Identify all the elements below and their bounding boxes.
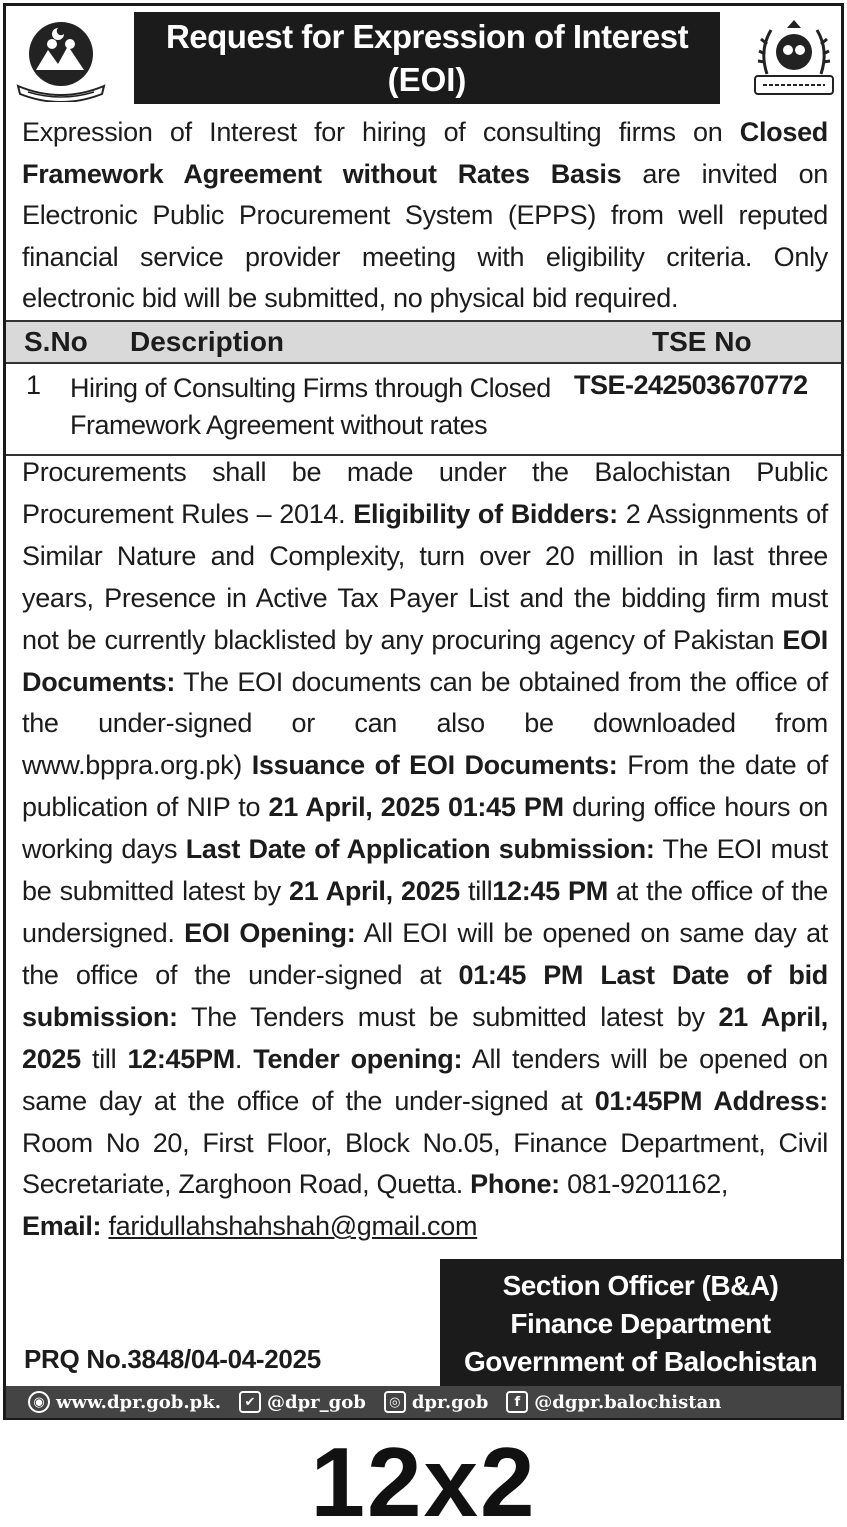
text: All tenders will be opened on same day at the office of the under-signed at — [22, 1043, 828, 1116]
instagram-text: dpr.gob — [411, 1391, 489, 1413]
twitter-icon: ✔ — [239, 1391, 261, 1413]
intro-text-2: are invited on Electronic Public Procurement System (EPPS) from well reputed financial service provider meeting with eligibility criteria. Only electronic bid will be submitted, no physical bid required. — [22, 158, 828, 313]
footer-twitter[interactable] — [239, 1391, 366, 1413]
row-description: Hiring of Consulting Firms through Closed Framework Agreement without rates — [70, 373, 551, 440]
application-time: 12:45 PM — [492, 876, 608, 907]
footer-website[interactable] — [28, 1391, 221, 1413]
label-last-date-application: Last Date of Application submission: — [185, 834, 655, 865]
label-phone: Phone: — [470, 1169, 560, 1200]
bid-date: 21 April, 2025 — [22, 1001, 828, 1074]
bid-time: 12:45PM — [127, 1043, 235, 1074]
text: Room No 20, First Floor, Block No.05, Finance Department, Civil Secretariate, Zarghoon Road, Quetta. — [22, 1127, 828, 1200]
header-tse: TSE No — [652, 326, 752, 357]
text: From the date of publication of NIP to — [22, 750, 828, 823]
prq-number: PRQ No.3848/04-04-2025 — [24, 1344, 321, 1374]
text: 2 Assignments of Similar Nature and Complexity, turn over 20 million in last three years, Presence in Active Tax Payer List and the bidding firm must not be currently blacklisted by any procuring agency of Pakistan — [22, 498, 828, 655]
text — [583, 960, 600, 990]
footer-instagram[interactable] — [384, 1391, 488, 1413]
issuance-date: 21 April, 2025 01:45 PM — [268, 792, 564, 823]
website-text: www.dpr.gob.pk. — [56, 1391, 221, 1413]
label-eoi-documents: EOI Documents: — [22, 624, 828, 697]
details-paragraph — [22, 452, 828, 1248]
header-description: Description — [130, 326, 285, 357]
intro-text: Expression of Interest for hiring of consulting firms on — [22, 117, 740, 147]
twitter-text: @dpr_gob — [266, 1391, 366, 1413]
table-header — [6, 320, 841, 364]
eoi-opening-time: 01:45 PM — [458, 959, 584, 990]
signatory-government: Government of Balochistan — [463, 1346, 818, 1377]
page-title: Request for Expression of Interest — [165, 18, 689, 55]
intro-bold: Closed Framework Agreement without Rates Basis — [22, 117, 828, 189]
tender-table — [6, 320, 841, 456]
facebook-icon: f — [506, 1391, 528, 1413]
text: The EOI documents can be obtained from the office of the under-signed or can also be downloaded from www.bppra.org.pk) — [22, 666, 828, 781]
text: The Tenders must be submitted latest by — [177, 1001, 719, 1032]
balochistan-emblem-icon — [14, 14, 108, 102]
label-address: 01:45PM Address: — [594, 1085, 828, 1116]
title-banner — [134, 12, 720, 104]
text: . — [234, 1043, 254, 1074]
email-link[interactable]: faridullahshahshah@gmail.com — [108, 1211, 478, 1242]
ad-size-label: 12x2 — [310, 1427, 537, 1527]
page-subtitle: (EOI) — [387, 61, 467, 98]
signatory-box — [440, 1259, 841, 1386]
signatory-department: Finance Department — [510, 1308, 771, 1339]
facebook-text: @dgpr.balochistan — [534, 1391, 722, 1413]
header — [6, 6, 841, 110]
text: till — [80, 1043, 128, 1074]
text: The EOI must be submitted latest by — [22, 834, 828, 907]
instagram-icon: ◎ — [384, 1391, 406, 1413]
label-issuance: Issuance of EOI Documents: — [251, 750, 618, 781]
text: All EOI will be opened on same day at the office of the under-signed at — [22, 917, 828, 990]
footer-bar — [6, 1386, 841, 1418]
label-tender-opening: Tender opening: — [253, 1043, 463, 1074]
label-email: Email: — [22, 1211, 102, 1242]
dgpr-emblem-icon — [747, 14, 841, 102]
text: till — [459, 876, 493, 907]
table-row — [6, 364, 841, 456]
label-last-date-bid: Last Date of bid submission: — [22, 959, 828, 1032]
text: at the office of the undersigned. — [22, 876, 828, 948]
label-eligibility: Eligibility of Bidders: — [353, 498, 618, 529]
globe-icon: ◉ — [28, 1391, 50, 1413]
row-sno: 1 — [26, 370, 41, 400]
label-eoi-opening: EOI Opening: — [184, 917, 356, 948]
header-sno: S.No — [24, 326, 88, 357]
intro-paragraph — [22, 112, 828, 320]
application-date: 21 April, 2025 — [289, 876, 460, 907]
signatory-title: Section Officer (B&A) — [502, 1270, 779, 1301]
footer-facebook[interactable] — [506, 1391, 721, 1413]
text: during office hours on working days — [22, 792, 829, 865]
phone-value: 081-9201162, — [559, 1169, 729, 1200]
text: Procurements shall be made under the Balochistan Public Procurement Rules – 2014. — [22, 457, 828, 529]
row-tse: TSE-242503670772 — [574, 370, 808, 400]
eoi-advertisement — [3, 3, 844, 1420]
